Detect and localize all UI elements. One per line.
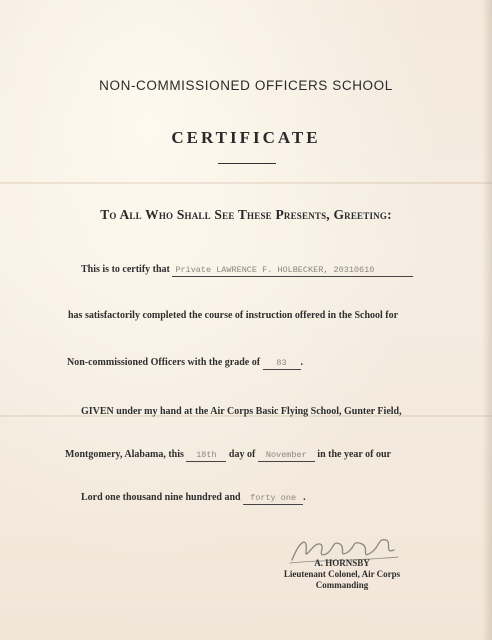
month-field: November — [258, 450, 315, 462]
certificate-title: CERTIFICATE — [171, 128, 321, 147]
year-line — [81, 492, 306, 505]
grade-suffix: . — [300, 357, 304, 368]
day-field: 18th — [186, 450, 226, 462]
year-prefix: Lord one thousand nine hundred and — [81, 492, 241, 503]
signatory-role: Commanding — [315, 580, 369, 590]
school-name: NON-COMMISSIONED OFFICERS SCHOOL — [99, 78, 393, 93]
signatory-block — [262, 558, 422, 591]
year-suffix: . — [303, 492, 306, 503]
signatory-rank: Lieutenant Colonel, Air Corps — [283, 569, 401, 579]
paper-edge-shadow — [482, 0, 492, 640]
date-prefix: Montgomery, Alabama, this — [65, 449, 184, 460]
grade-line — [67, 357, 303, 370]
course-line: has satisfactorily completed the course of instruction offered in the School for — [68, 310, 399, 321]
paper-fold-line — [0, 182, 492, 184]
title-underline — [218, 163, 276, 164]
grade-prefix: Non-commissioned Officers with the grade of — [67, 357, 261, 368]
recipient-name-field: Private LAWRENCE F. HOLBECKER, 20310610 — [172, 265, 413, 277]
date-line — [65, 449, 391, 462]
certify-line — [81, 264, 413, 277]
given-line: GIVEN under my hand at the Air Corps Basic Flying School, Gunter Field, — [81, 406, 402, 417]
grade-field: 83 — [263, 358, 301, 370]
certify-prefix: This is to certify that — [81, 264, 170, 275]
date-suffix: in the year of our — [317, 449, 391, 460]
signatory-name: A. HORNSBY — [314, 558, 370, 568]
year-field: forty one — [243, 493, 303, 505]
greeting: To All Who Shall See These Presents, Greeting: — [100, 207, 392, 222]
date-mid: day of — [228, 449, 256, 460]
